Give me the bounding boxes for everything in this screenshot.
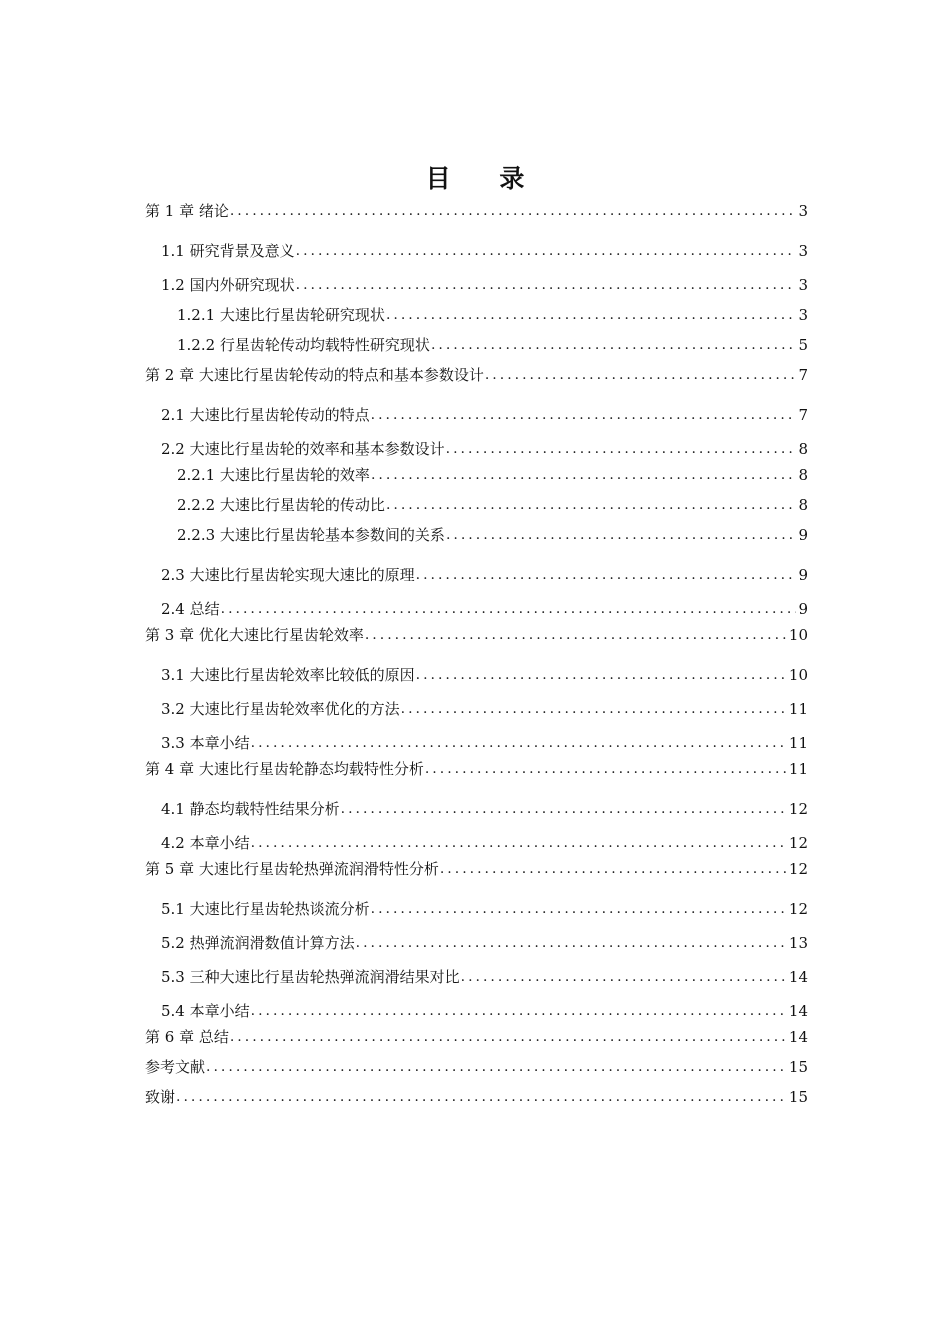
toc-entry[interactable]: [145, 620, 808, 644]
dot-leader: [230, 1028, 787, 1046]
toc-entry-label: 5.3 三种大速比行星齿轮热弹流润滑结果对比: [161, 968, 460, 986]
toc-entry-label: 3.3 本章小结: [161, 734, 250, 752]
toc-entry-label: 第 1 章 绪论: [145, 202, 229, 220]
toc-entry-label: 5.1 大速比行星齿轮热谈流分析: [161, 900, 370, 918]
toc-entry[interactable]: [145, 460, 808, 484]
toc-entry-page: 10: [788, 666, 808, 684]
dot-leader: [296, 242, 797, 260]
toc-entry[interactable]: [145, 400, 808, 424]
toc-entry[interactable]: [145, 694, 808, 718]
toc-entry[interactable]: [145, 962, 808, 986]
toc-entry-label: 2.1 大速比行星齿轮传动的特点: [161, 406, 370, 424]
toc-entry-page: 9: [798, 566, 808, 584]
toc-entry[interactable]: [145, 236, 808, 260]
toc-entry[interactable]: [145, 270, 808, 294]
toc-entry-label: 第 3 章 优化大速比行星齿轮效率: [145, 626, 364, 644]
toc-entry-page: 7: [798, 406, 808, 424]
toc-entry-page: 9: [798, 600, 808, 618]
toc-entry-page: 5: [798, 336, 808, 354]
toc-entry-label: 2.2 大速比行星齿轮的效率和基本参数设计: [161, 440, 445, 458]
toc-entry-page: 11: [788, 760, 808, 778]
toc-entry-label: 3.2 大速比行星齿轮效率优化的方法: [161, 700, 400, 718]
toc-entry-label: 2.2.3 大速比行星齿轮基本参数间的关系: [177, 526, 445, 544]
dot-leader: [221, 600, 797, 618]
dot-leader: [251, 734, 787, 752]
toc-entry-page: 13: [788, 934, 808, 952]
toc-entry-page: 3: [798, 276, 808, 294]
toc-entry-page: 7: [798, 366, 808, 384]
toc-entry-label: 1.2.1 大速比行星齿轮研究现状: [177, 306, 385, 324]
toc-entry[interactable]: [145, 300, 808, 324]
toc-entry-page: 10: [788, 626, 808, 644]
toc-entry-page: 11: [788, 700, 808, 718]
dot-leader: [230, 202, 797, 220]
toc-entry-label: 5.2 热弹流润滑数值计算方法: [161, 934, 355, 952]
toc-entry-label: 4.2 本章小结: [161, 834, 250, 852]
dot-leader: [485, 366, 797, 384]
toc-entry-label: 4.1 静态均载特性结果分析: [161, 800, 340, 818]
toc-entry-label: 第 4 章 大速比行星齿轮静态均载特性分析: [145, 760, 424, 778]
dot-leader: [440, 860, 787, 878]
toc-entry-label: 2.2.2 大速比行星齿轮的传动比: [177, 496, 385, 514]
dot-leader: [431, 336, 797, 354]
toc-title: 目 录: [425, 164, 545, 193]
toc-entry-label: 致谢: [145, 1088, 176, 1106]
toc-entry-label: 5.4 本章小结: [161, 1002, 250, 1020]
toc-entry-label: 2.2.1 大速比行星齿轮的效率: [177, 466, 370, 484]
toc-entry-page: 14: [788, 1028, 808, 1046]
toc-entry[interactable]: [145, 894, 808, 918]
toc-entry-label: 1.2 国内外研究现状: [161, 276, 295, 294]
toc-entry[interactable]: [145, 360, 808, 384]
toc-entry-page: 14: [788, 1002, 808, 1020]
toc-entry[interactable]: [145, 928, 808, 952]
toc-entry[interactable]: [145, 330, 808, 354]
toc-entry-page: 15: [788, 1058, 808, 1076]
toc-entry-page: 11: [788, 734, 808, 752]
toc-entry-page: 3: [798, 306, 808, 324]
toc-entry[interactable]: [145, 794, 808, 818]
toc-entry-label: 3.1 大速比行星齿轮效率比较低的原因: [161, 666, 415, 684]
dot-leader: [371, 406, 797, 424]
toc-entry-page: 8: [798, 496, 808, 514]
toc-entry-label: 2.4 总结: [161, 600, 220, 618]
toc-entry-page: 3: [798, 242, 808, 260]
dot-leader: [446, 526, 797, 544]
toc-entry-page: 8: [798, 440, 808, 458]
toc-entry-page: 12: [788, 860, 808, 878]
toc-entry[interactable]: [145, 660, 808, 684]
toc-entry[interactable]: [145, 594, 808, 618]
toc-entry-label: 1.1 研究背景及意义: [161, 242, 295, 260]
toc-entry-page: 12: [788, 834, 808, 852]
toc-entry-page: 9: [798, 526, 808, 544]
dot-leader: [416, 566, 797, 584]
dot-leader: [176, 1088, 787, 1106]
dot-leader: [296, 276, 797, 294]
toc-entry[interactable]: [145, 854, 808, 878]
toc-entry[interactable]: [145, 520, 808, 544]
dot-leader: [251, 834, 787, 852]
dot-leader: [206, 1058, 787, 1076]
dot-leader: [386, 496, 797, 514]
dot-leader: [446, 440, 797, 458]
toc-entry[interactable]: [145, 996, 808, 1020]
toc-entry-page: 12: [788, 800, 808, 818]
toc-entry-page: 3: [798, 202, 808, 220]
toc-entry-label: 第 2 章 大速比行星齿轮传动的特点和基本参数设计: [145, 366, 484, 384]
toc-entry-label: 1.2.2 行星齿轮传动均载特性研究现状: [177, 336, 430, 354]
dot-leader: [341, 800, 787, 818]
toc-entry-label: 第 5 章 大速比行星齿轮热弹流润滑特性分析: [145, 860, 439, 878]
toc-entry[interactable]: [145, 1022, 808, 1046]
dot-leader: [461, 968, 787, 986]
dot-leader: [365, 626, 787, 644]
toc-entry[interactable]: [145, 828, 808, 852]
dot-leader: [371, 900, 787, 918]
toc-entry[interactable]: [145, 490, 808, 514]
toc-entry[interactable]: [145, 560, 808, 584]
toc-entry-page: 12: [788, 900, 808, 918]
dot-leader: [386, 306, 797, 324]
dot-leader: [371, 466, 797, 484]
toc-entry[interactable]: [145, 1082, 808, 1106]
dot-leader: [401, 700, 787, 718]
toc-entry-page: 8: [798, 466, 808, 484]
toc-entry-page: 14: [788, 968, 808, 986]
toc-entry-label: 2.3 大速比行星齿轮实现大速比的原理: [161, 566, 415, 584]
dot-leader: [425, 760, 787, 778]
dot-leader: [416, 666, 787, 684]
toc-entry[interactable]: [145, 434, 808, 458]
toc-entry[interactable]: [145, 1052, 808, 1076]
toc-entry[interactable]: [145, 754, 808, 778]
toc-entry[interactable]: [145, 728, 808, 752]
dot-leader: [251, 1002, 787, 1020]
toc-entry[interactable]: [145, 196, 808, 220]
toc-entry-label: 参考文献: [145, 1058, 206, 1076]
toc-entry-label: 第 6 章 总结: [145, 1028, 229, 1046]
dot-leader: [356, 934, 787, 952]
toc-entry-page: 15: [788, 1088, 808, 1106]
